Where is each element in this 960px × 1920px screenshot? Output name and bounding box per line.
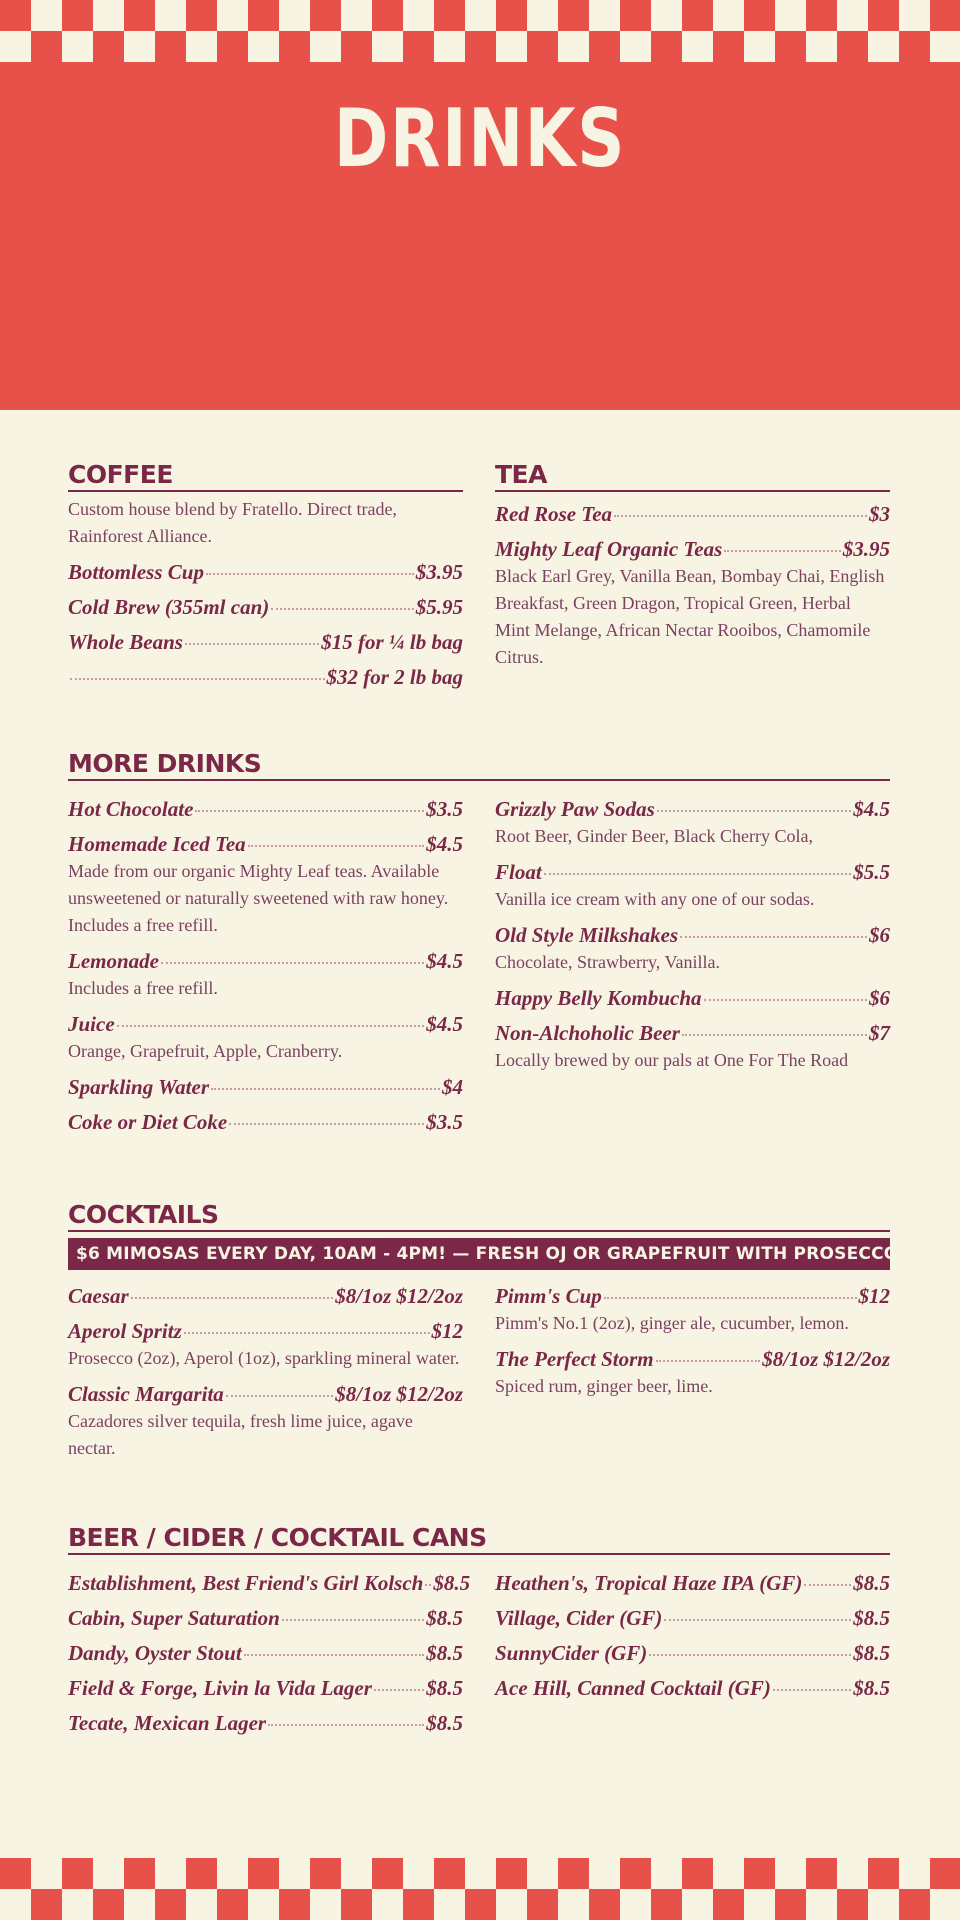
menu-item — [495, 1606, 890, 1631]
menu-item-name: Bottomless Cup — [68, 560, 204, 584]
menu-item — [495, 797, 890, 822]
menu-item-price: $3.5 — [426, 797, 463, 821]
menu-item — [68, 1676, 463, 1701]
menu-item-description: Pimm's No.1 (2oz), ginger ale, cucumber, lemon. — [495, 1313, 849, 1333]
menu-item-name: Cold Brew (355ml can) — [68, 595, 270, 619]
menu-item-price: $15 for ¼ lb bag — [321, 630, 463, 654]
menu-item-description: Vanilla ice cream with any one of our sodas. — [495, 889, 815, 909]
dot-leader — [195, 810, 424, 812]
menu-item-price: $8.5 — [426, 1676, 463, 1700]
menu-item-price: $32 for 2 lb bag — [326, 665, 463, 689]
dot-leader — [773, 1689, 851, 1691]
dot-leader — [185, 643, 319, 645]
menu-item-description: Made from our organic Mighty Leaf teas. Available unsweetened or naturally sweetened with raw honey. Includes a free refill. — [68, 861, 449, 935]
menu-item — [495, 923, 890, 948]
menu-item-name: Happy Belly Kombucha — [495, 986, 702, 1010]
menu-item-price: $5.5 — [853, 860, 890, 884]
menu-item-price: $8/1oz $12/2oz — [762, 1347, 890, 1371]
menu-item — [495, 1571, 890, 1596]
menu-item-description: Black Earl Grey, Vanilla Bean, Bombay Chai, English Breakfast, Green Dragon, Tropical Green, Herbal Mint Melange, African Nectar Rooibos, Chamomile Citrus. — [495, 566, 885, 667]
dot-leader — [161, 962, 424, 964]
dot-leader — [206, 573, 414, 575]
menu-item-price: $7 — [869, 1021, 890, 1045]
menu-item-name: Caesar — [68, 1284, 129, 1308]
checker-border-bottom — [0, 1858, 960, 1920]
menu-item-price: $4.5 — [853, 797, 890, 821]
dot-leader — [544, 873, 852, 875]
menu-item-price: $4.5 — [426, 832, 463, 856]
menu-item-name: The Perfect Storm — [495, 1347, 654, 1371]
menu-item — [495, 1641, 890, 1666]
menu-item-price: $12 — [858, 1284, 890, 1308]
menu-item-price: $8.5 — [426, 1606, 463, 1630]
menu-item-name: Heathen's, Tropical Haze IPA (GF) — [495, 1571, 803, 1595]
tea-column — [495, 460, 890, 690]
menu-item-name: Establishment, Best Friend's Girl Kolsch — [68, 1571, 424, 1595]
dot-leader — [614, 515, 867, 517]
dot-leader — [211, 1088, 440, 1090]
cocktails-heading: COCKTAILS — [68, 1200, 890, 1232]
menu-item — [68, 560, 463, 585]
menu-item-name: Ace Hill, Canned Cocktail (GF) — [495, 1676, 771, 1700]
menu-item-name: Dandy, Oyster Stout — [68, 1641, 242, 1665]
menu-item-description: Prosecco (2oz), Aperol (1oz), sparkling mineral water. — [68, 1348, 460, 1368]
dot-leader — [804, 1584, 851, 1586]
menu-item-price: $12 — [431, 1319, 463, 1343]
dot-leader — [117, 1025, 425, 1027]
dot-leader — [656, 1360, 761, 1362]
menu-item-description: Orange, Grapefruit, Apple, Cranberry. — [68, 1041, 343, 1061]
menu-item — [495, 1021, 890, 1046]
menu-item-price: $3.95 — [842, 537, 890, 561]
dot-leader — [248, 845, 425, 847]
menu-item-description: Includes a free refill. — [68, 978, 218, 998]
dot-leader — [226, 1395, 333, 1397]
dot-leader — [682, 1034, 867, 1036]
menu-item-name: Juice — [68, 1012, 115, 1036]
menu-item-price: $8.5 — [853, 1571, 890, 1595]
more-drinks-right-list — [495, 787, 890, 1135]
dot-leader — [282, 1619, 424, 1621]
more-drinks-left-list — [68, 787, 463, 1135]
menu-item — [495, 986, 890, 1011]
menu-item — [68, 1319, 463, 1344]
menu-item-name: Lemonade — [68, 949, 159, 973]
menu-item-price: $8.5 — [853, 1641, 890, 1665]
dot-leader — [70, 678, 325, 680]
menu-item-price: $3 — [869, 502, 890, 526]
coffee-intro: Custom house blend by Fratello. Direct trade, Rainforest Alliance. — [68, 499, 397, 546]
menu-item-name: Village, Cider (GF) — [495, 1606, 663, 1630]
menu-item — [68, 797, 463, 822]
menu-item — [68, 1382, 463, 1407]
coffee-tea-section — [68, 460, 890, 690]
menu-item-description: Spiced rum, ginger beer, lime. — [495, 1376, 713, 1396]
menu-item — [68, 595, 463, 620]
tea-list — [495, 502, 890, 671]
beer-section — [68, 1523, 890, 1736]
menu-item — [495, 860, 890, 885]
menu-item-name: Tecate, Mexican Lager — [68, 1711, 267, 1735]
menu-item-name: Cabin, Super Saturation — [68, 1606, 280, 1630]
dot-leader — [268, 1724, 424, 1726]
coffee-list — [68, 560, 463, 690]
menu-item-price: $4.5 — [426, 949, 463, 973]
menu-item — [68, 665, 463, 690]
menu-item-price: $6 — [869, 923, 890, 947]
menu-item — [68, 1110, 463, 1135]
dot-leader — [131, 1297, 334, 1299]
menu-item-name: Mighty Leaf Organic Teas — [495, 537, 723, 561]
menu-item-name: Float — [495, 860, 542, 884]
menu-item-name: Coke or Diet Coke — [68, 1110, 228, 1134]
menu-item — [495, 1676, 890, 1701]
menu-item-price: $3.95 — [415, 560, 463, 584]
beer-right-list — [495, 1561, 890, 1736]
menu-item-price: $6 — [869, 986, 890, 1010]
more-drinks-heading: MORE DRINKS — [68, 749, 890, 781]
menu-item-name: Red Rose Tea — [495, 502, 613, 526]
tea-heading: TEA — [495, 460, 890, 492]
menu-item-name: Whole Beans — [68, 630, 183, 654]
beer-heading: BEER / CIDER / COCKTAIL CANS — [68, 1523, 890, 1555]
dot-leader — [724, 550, 840, 552]
menu-item-name: Hot Chocolate — [68, 797, 194, 821]
mimosa-banner: $6 MIMOSAS EVERY DAY, 10AM - 4PM! — FRESH OJ OR GRAPEFRUIT WITH PROSECCO (5OZ) — [68, 1238, 890, 1270]
menu-item-description: Chocolate, Strawberry, Vanilla. — [495, 952, 720, 972]
cocktails-left-list — [68, 1274, 463, 1462]
dot-leader — [604, 1297, 857, 1299]
page-title: DRINKS — [333, 92, 627, 185]
menu-item — [495, 1284, 890, 1309]
menu-item — [68, 949, 463, 974]
menu-item — [495, 502, 890, 527]
menu-item-price: $8.5 — [426, 1711, 463, 1735]
menu-item — [68, 1711, 463, 1736]
menu-item — [68, 1641, 463, 1666]
menu-item — [68, 1075, 463, 1100]
dot-leader — [704, 999, 868, 1001]
menu-item — [68, 1571, 471, 1596]
dot-leader — [664, 1619, 851, 1621]
menu-item — [68, 1284, 463, 1309]
dot-leader — [244, 1654, 425, 1656]
beer-left-list — [68, 1561, 471, 1736]
dot-leader — [229, 1123, 424, 1125]
menu-item-description: Cazadores silver tequila, fresh lime juice, agave nectar. — [68, 1411, 413, 1458]
coffee-column — [68, 460, 463, 690]
menu-item-price: $8/1oz $12/2oz — [335, 1284, 463, 1308]
menu-item-price: $3.5 — [426, 1110, 463, 1134]
dot-leader — [680, 936, 867, 938]
dot-leader — [184, 1332, 430, 1334]
cocktails-section — [68, 1200, 960, 1462]
menu-item-price: $4 — [442, 1075, 463, 1099]
menu-item-name: Field & Forge, Livin la Vida Lager — [68, 1676, 372, 1700]
menu-item-price: $4.5 — [426, 1012, 463, 1036]
dot-leader — [649, 1654, 851, 1656]
menu-item-name: Grizzly Paw Sodas — [495, 797, 655, 821]
menu-item — [495, 1347, 890, 1372]
menu-item-name: SunnyCider (GF) — [495, 1641, 648, 1665]
dot-leader — [374, 1689, 424, 1691]
more-drinks-section — [68, 749, 890, 1135]
dot-leader — [271, 608, 413, 610]
menu-item-price: $8.5 — [853, 1676, 890, 1700]
menu-item — [68, 1012, 463, 1037]
menu-item-name: Old Style Milkshakes — [495, 923, 679, 947]
coffee-heading: COFFEE — [68, 460, 463, 492]
menu-item-name: Sparkling Water — [68, 1075, 210, 1099]
menu-item — [68, 832, 463, 857]
menu-item-name: Classic Margarita — [68, 1382, 224, 1406]
menu-item-name: Pimm's Cup — [495, 1284, 602, 1308]
menu-item-name: Homemade Iced Tea — [68, 832, 246, 856]
menu-item — [68, 630, 463, 655]
dot-leader — [657, 810, 851, 812]
checker-border-top — [0, 0, 960, 62]
dot-leader — [425, 1584, 431, 1586]
menu-item-price: $8.5 — [426, 1641, 463, 1665]
menu-item-price: $8.5 — [433, 1571, 471, 1595]
cocktails-right-list — [495, 1274, 890, 1462]
menu-item-name: Aperol Spritz — [68, 1319, 182, 1343]
menu-item — [495, 537, 890, 562]
menu-item-description: Root Beer, Ginder Beer, Black Cherry Cola, — [495, 826, 813, 846]
menu-item — [68, 1606, 463, 1631]
menu-item-name: Non-Alchoholic Beer — [495, 1021, 680, 1045]
menu-item-price: $5.95 — [415, 595, 463, 619]
menu-item-description: Locally brewed by our pals at One For The Road — [495, 1050, 849, 1070]
menu-item-price: $8/1oz $12/2oz — [335, 1382, 463, 1406]
menu-item-price: $8.5 — [853, 1606, 890, 1630]
